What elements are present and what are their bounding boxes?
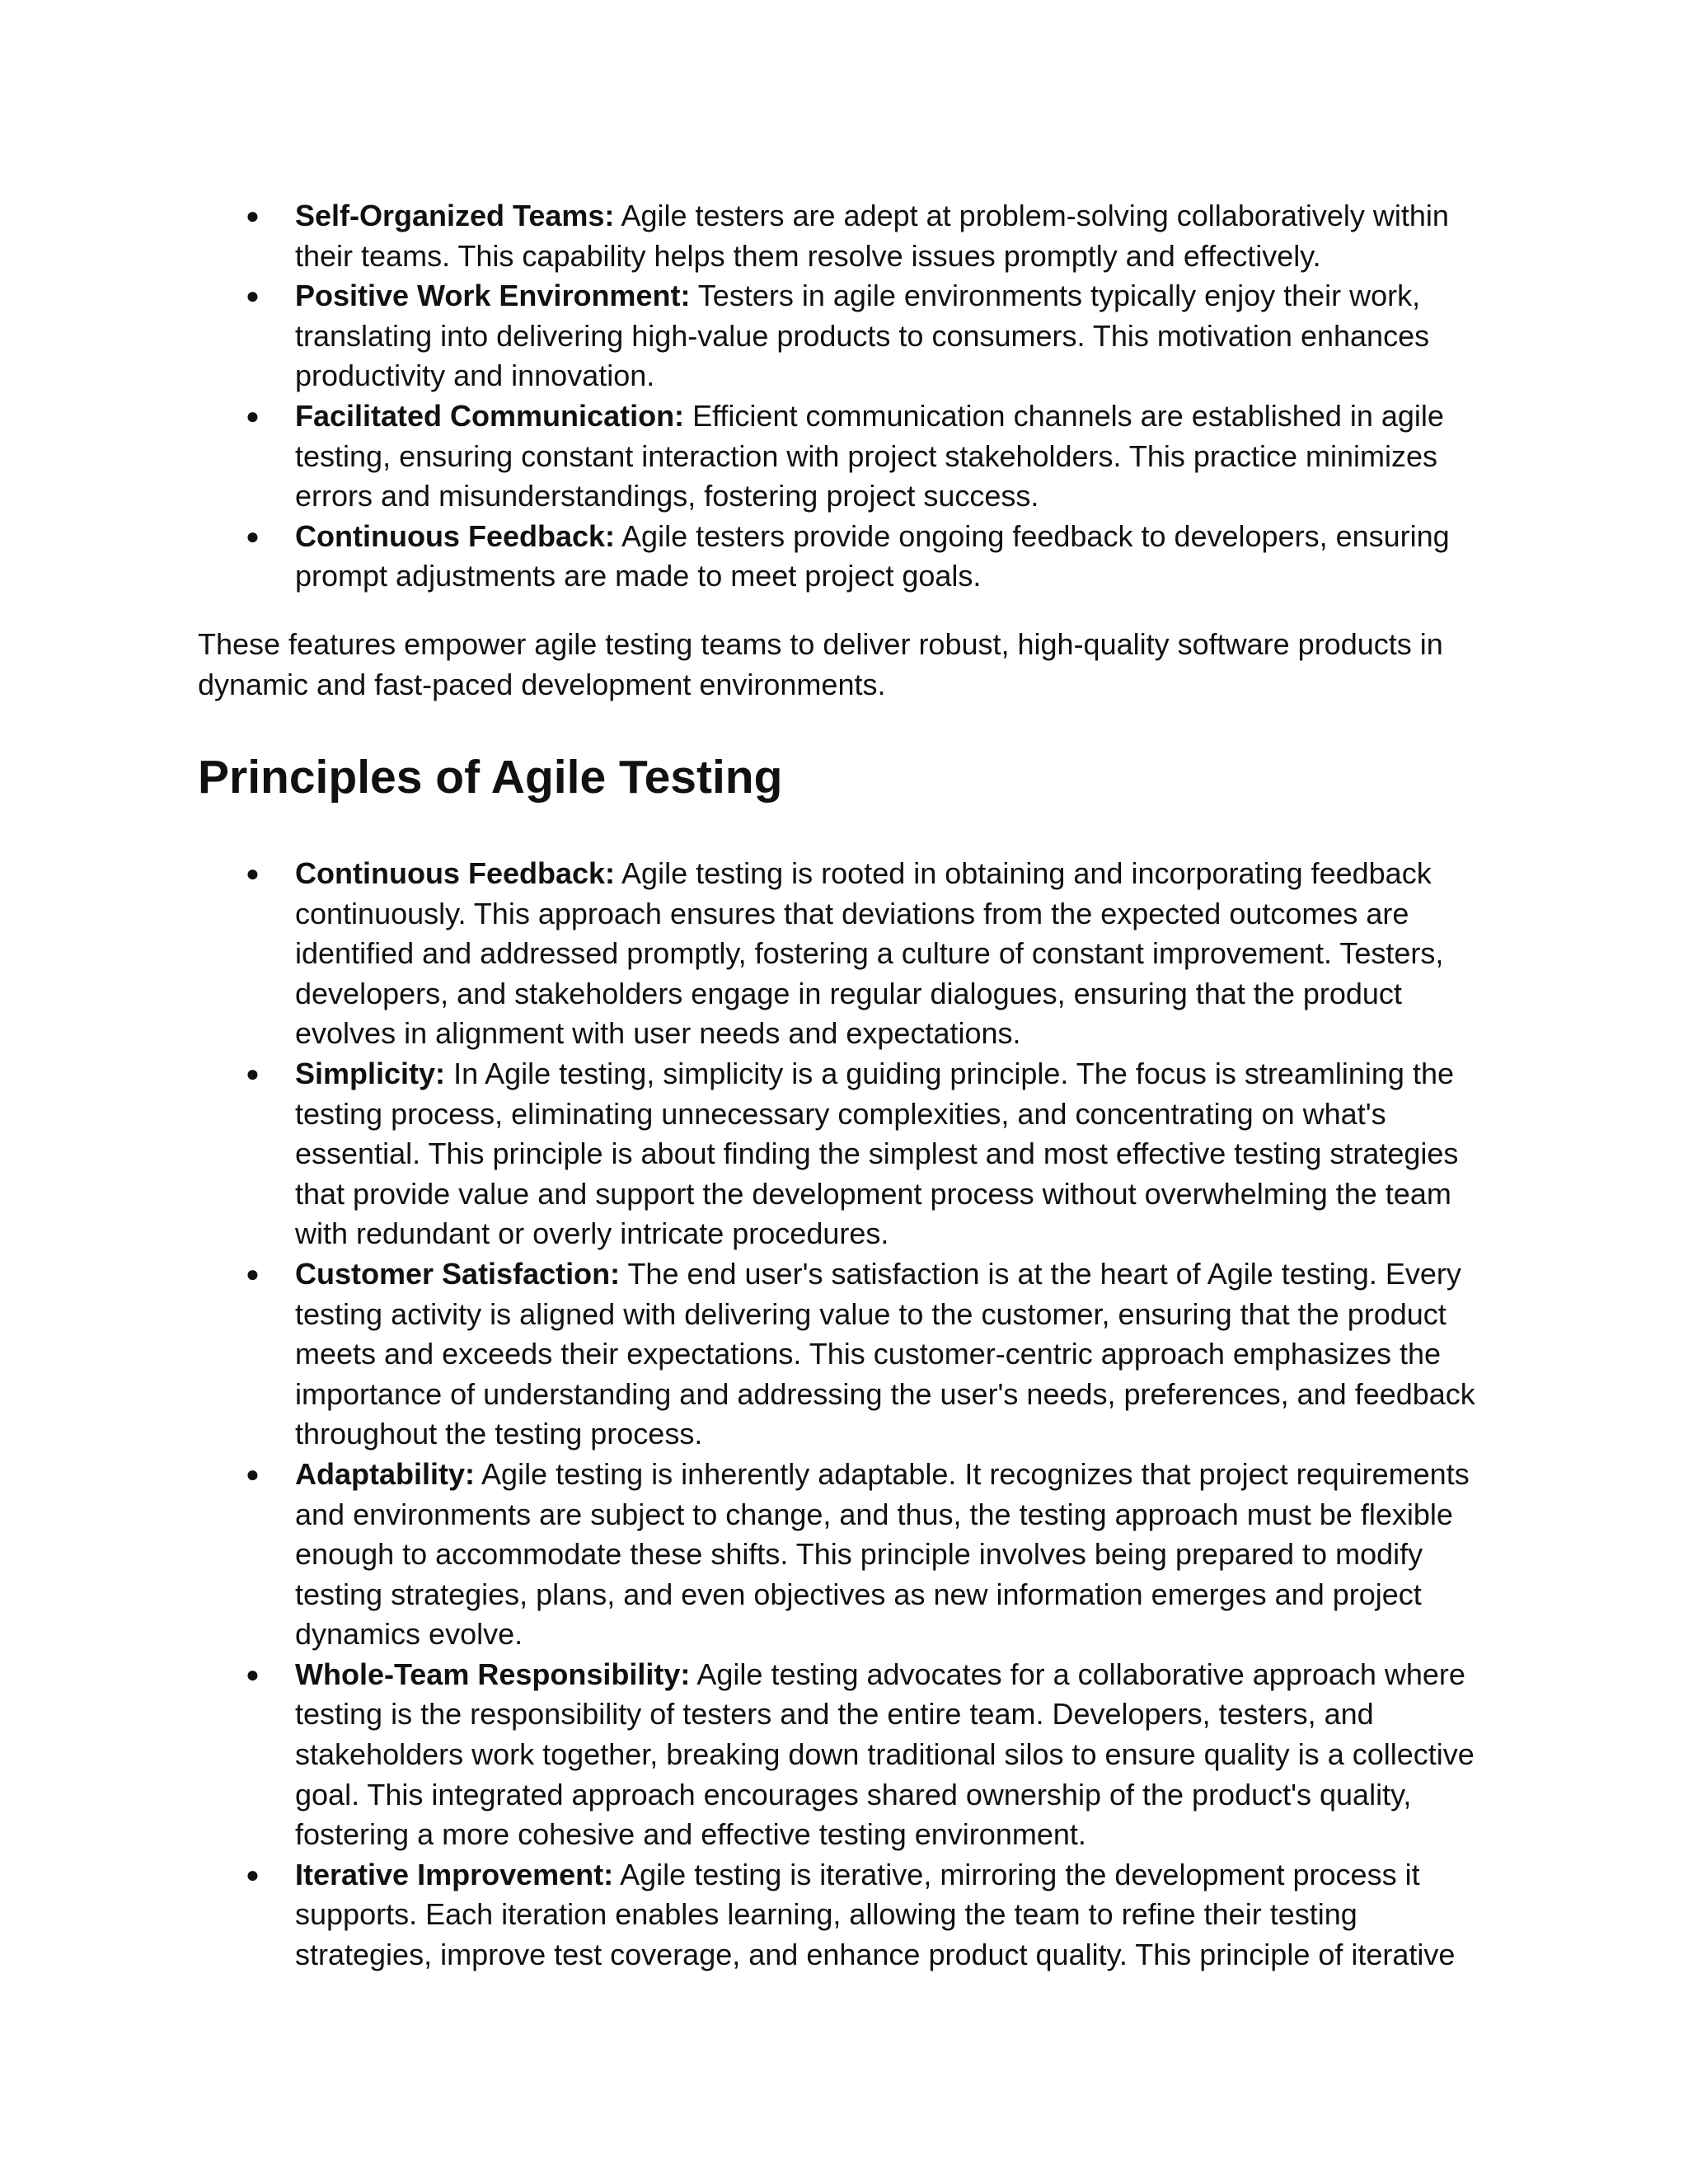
- list-item: [198, 196, 1500, 276]
- list-item: [198, 1655, 1500, 1855]
- list-item: [198, 1054, 1500, 1254]
- item-text: Agile testing is rooted in obtaining and incorporating feedback continuously. This approach ensures that deviations from the expected outcomes are identified and addressed promptly, fostering a culture of constant improvement. Testers, developers, and stakeholders engage in regular dialogues, ensuring that the product evolves in alignment with user needs and expectations.: [295, 856, 1444, 1051]
- bullet-icon: ●: [246, 860, 260, 886]
- features-summary: These features empower agile testing teams to deliver robust, high-quality software products in dynamic and fast-paced development environments.: [198, 627, 1443, 701]
- list-item: [198, 276, 1500, 396]
- list-item: [198, 854, 1500, 1054]
- list-item: [198, 1855, 1500, 1975]
- bullet-icon: ●: [246, 1060, 260, 1086]
- list-item: [198, 396, 1500, 517]
- item-text: Agile testers are adept at problem-solving collaboratively within their teams. This capability helps them resolve issues promptly and effectively.: [295, 199, 1449, 273]
- item-term: Customer Satisfaction:: [295, 1256, 621, 1291]
- bullet-icon: ●: [246, 203, 260, 228]
- item-term: Continuous Feedback:: [295, 518, 616, 553]
- item-term: Positive Work Environment:: [295, 279, 691, 313]
- item-text: Efficient communication channels are established in agile testing, ensuring constant interaction with project stakeholders. This practice minimizes errors and misunderstandings, fostering project success.: [295, 398, 1444, 513]
- list-item: [198, 1455, 1500, 1655]
- item-text: Agile testing is inherently adaptable. It recognizes that project requirements and environments are subject to change, and thus, the testing approach must be flexible enough to accommodate these shifts. This principle involves being prepared to modify testing strategies, plans, and even objectives as new information emerges and project dynamics evolve.: [295, 1456, 1470, 1652]
- item-term: Whole-Team Responsibility:: [295, 1657, 691, 1691]
- section-heading: Principles of Agile Testing: [198, 751, 783, 804]
- item-term: Continuous Feedback:: [295, 856, 616, 890]
- item-text: Testers in agile environments typically enjoy their work, translating into delivering high-value products to consumers. This motivation enhances productivity and innovation.: [295, 279, 1430, 393]
- list-item: [198, 517, 1500, 597]
- item-term: Adaptability:: [295, 1456, 476, 1491]
- bullet-icon: ●: [246, 1460, 260, 1487]
- bullet-icon: ●: [246, 523, 260, 549]
- features-list: [198, 196, 1500, 597]
- bullet-icon: ●: [246, 1260, 260, 1286]
- item-term: Simplicity:: [295, 1056, 446, 1090]
- bullet-icon: ●: [246, 402, 260, 429]
- bullet-icon: ●: [246, 1861, 260, 1887]
- bullet-icon: ●: [246, 1661, 260, 1687]
- principles-list: [198, 854, 1500, 1975]
- item-text: Agile testing advocates for a collaborative approach where testing is the responsibility of testers and the entire team. Developers, testers, and stakeholders work together, breaking down traditional silos to ensure quality is a collective goal. This integrated approach encourages shared ownership of the product's quality, fostering a more cohesive and effective testing environment.: [295, 1657, 1475, 1852]
- item-text: The end user's satisfaction is at the heart of Agile testing. Every testing activity is aligned with delivering value to the customer, ensuring that the product meets and exceeds their expectations. This customer-centric approach emphasizes the importance of understanding and addressing the user's needs, preferences, and feedback throughout the testing process.: [295, 1256, 1475, 1451]
- item-term: Facilitated Communication:: [295, 398, 685, 433]
- item-text: Agile testing is iterative, mirroring the development process it supports. Each iteration enables learning, allowing the team to refine their testing strategies, improve test coverage, and enhance product quality. This principle of iterative: [295, 1857, 1456, 1972]
- item-term: Self-Organized Teams:: [295, 199, 615, 232]
- list-item: [198, 1254, 1500, 1455]
- item-text: In Agile testing, simplicity is a guiding principle. The focus is streamlining the testing process, eliminating unnecessary complexities, and concentrating on what's essential. This principle is about finding the simplest and most effective testing strategies that provide value and support the development process without overwhelming the team with redundant or overly intricate procedures.: [295, 1056, 1459, 1251]
- item-text: Agile testers provide ongoing feedback to developers, ensuring prompt adjustments are made to meet project goals.: [295, 518, 1450, 593]
- item-term: Iterative Improvement:: [295, 1857, 614, 1891]
- bullet-icon: ●: [246, 283, 260, 309]
